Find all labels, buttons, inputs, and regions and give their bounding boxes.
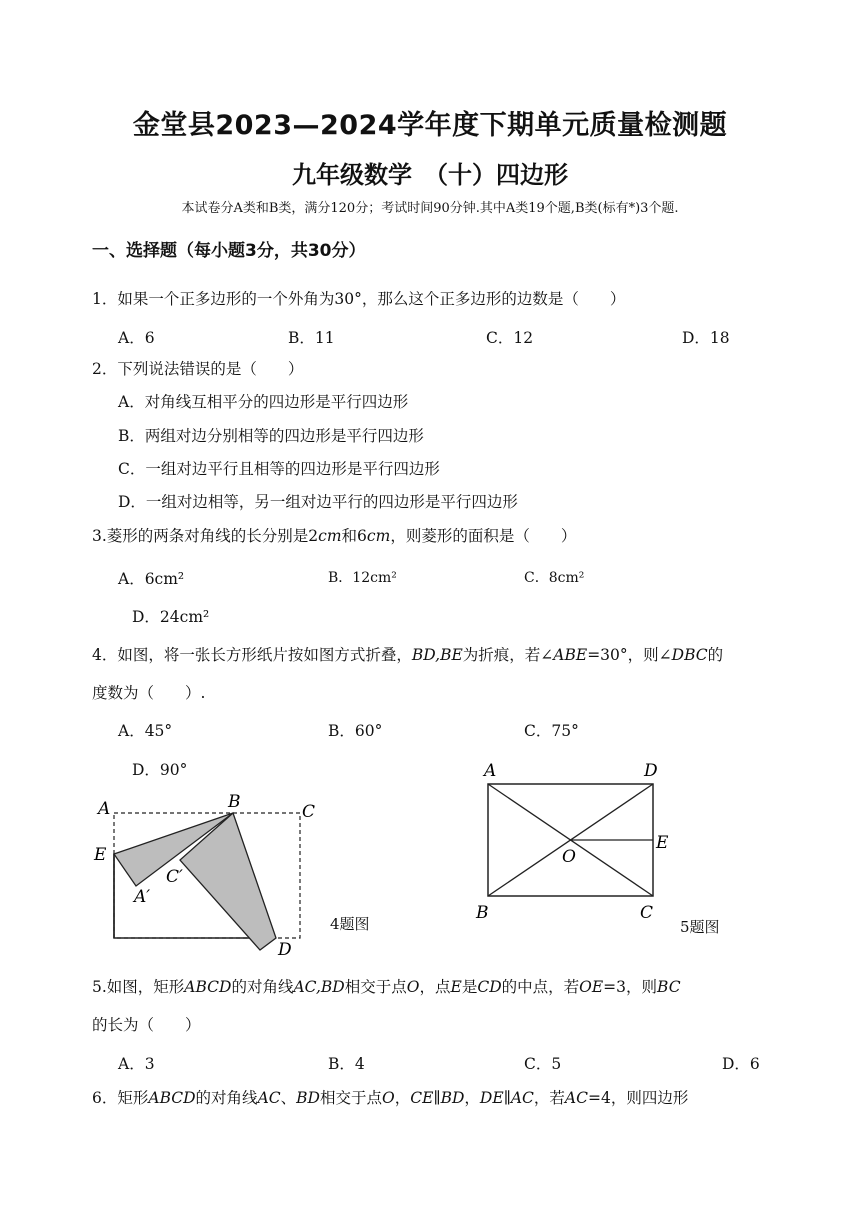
question-3-stem: 3.菱形的两条对角线的长分别是2cm和6cm，则菱形的面积是（ ） [92,527,577,545]
fig5-label-d: D [644,761,658,781]
figure-5-rectangle-diagonals [470,756,680,926]
question-2-stem: 2．下列说法错误的是（ ） [92,360,304,378]
q5-option-c: C．5 [524,1055,562,1073]
q5-option-a: A．3 [118,1055,155,1073]
q5-option-d: D．6 [722,1055,760,1073]
figure-4-caption: 4题图 [330,915,370,933]
figure-4-folded-rectangle [88,788,318,960]
fig4-label-c: C [302,802,316,822]
question-4-stem: 4．如图，将一张长方形纸片按如图方式折叠，BD,BE为折痕，若∠ABE=30°，则∠DBC的 [92,646,724,664]
q3-option-c: C．8cm² [524,570,585,586]
section-heading: 一、选择题（每小题3分，共30分） [92,241,366,261]
fig4-label-c-prime: C′ [166,867,183,887]
q4-option-a: A．45° [118,722,173,740]
fig4-label-e: E [94,845,107,865]
question-1-stem: 1．如果一个正多边形的一个外角为30°，那么这个正多边形的边数是（ ） [92,290,626,308]
fig5-label-b: B [476,903,489,923]
question-4-stem-line2: 度数为（ ）. [92,684,206,702]
q2-option-d: D．一组对边相等，另一组对边平行的四边形是平行四边形 [118,493,518,511]
fig4-label-d: D [278,940,292,960]
fig4-label-b: B [228,792,241,812]
q2-option-b: B．两组对边分别相等的四边形是平行四边形 [118,427,424,445]
fig5-label-c: C [640,903,654,923]
question-6-stem: 6．矩形ABCD的对角线AC、BD相交于点O，CE∥BD，DE∥AC，若AC=4，则四边形 [92,1089,689,1107]
q3-option-d: D．24cm² [132,608,210,626]
q1-option-d: D．18 [682,329,730,347]
question-5-stem: 5.如图，矩形ABCD的对角线AC,BD相交于点O，点E是CD的中点，若OE=3，则BC [92,978,681,996]
q4-option-c: C．75° [524,722,579,740]
question-5-stem-line2: 的长为（ ） [92,1016,201,1034]
q3-option-b: B．12cm² [328,570,397,586]
exam-title: 金堂县2023—2024学年度下期单元质量检测题 [132,110,728,141]
q4-option-b: B．60° [328,722,383,740]
exam-subtitle: 九年级数学 （十）四边形 [292,161,568,189]
q3-option-a: A．6cm² [118,570,185,588]
fig4-label-a: A [98,799,111,819]
q1-option-a: A．6 [118,329,155,347]
figure-5-caption: 5题图 [680,918,720,936]
q4-option-d: D．90° [132,761,188,779]
q2-option-c: C．一组对边平行且相等的四边形是平行四边形 [118,460,440,478]
q1-option-b: B．11 [288,329,335,347]
fig5-label-a: A [484,761,497,781]
q5-option-b: B．4 [328,1055,365,1073]
fig5-label-e: E [656,833,669,853]
fig4-label-a-prime: A′ [134,887,151,907]
q2-option-a: A．对角线互相平分的四边形是平行四边形 [118,393,409,411]
q1-option-c: C．12 [486,329,534,347]
fig5-label-o: O [562,847,576,867]
exam-instructions: 本试卷分A类和B类，满分120分；考试时间90分钟.其中A类19个题,B类(标有*)3个题. [181,201,679,216]
